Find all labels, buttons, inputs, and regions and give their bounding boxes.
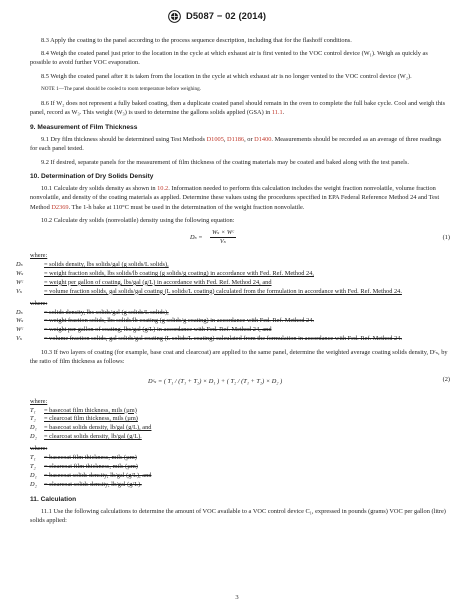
- definition-symbol: Wᶜ: [16, 326, 23, 334]
- definition-row: [16, 317, 450, 326]
- definition-symbol: T₂: [30, 462, 36, 470]
- definition-symbol: D₁: [30, 471, 37, 479]
- section-9-heading: 9. Measurement of Film Thickness: [30, 123, 138, 131]
- equation-1: [30, 229, 450, 249]
- conjunction-text: , or: [244, 136, 255, 144]
- link-d1005[interactable]: D1005: [206, 136, 224, 144]
- definition-row: [16, 278, 450, 288]
- equation-2-number: (2): [442, 375, 450, 383]
- equation-1-fraction: [210, 229, 236, 246]
- definition-symbol: Vₛ: [16, 335, 23, 343]
- section-10-heading: 10. Determination of Dry Solids Density: [30, 172, 154, 180]
- definition-text: = basecoat solids density, lb/gal (g/L), and: [44, 424, 152, 432]
- definition-text: = clearcoat solids density, lb/gal (g/L).: [44, 433, 142, 441]
- note-1: NOTE 1—The panel should be cooled to room temperature before weighing.: [41, 85, 202, 92]
- definition-row: [30, 407, 450, 416]
- definition-symbol: D₂: [30, 433, 37, 441]
- definition-text: = volume fraction solids, gal solids/gal coating (L solids/L coating) calculated from the formulation in accordance with Fed. Ref. Method 24.: [44, 335, 402, 343]
- page-header: [0, 9, 474, 25]
- definition-text: = basecoat solids density, lb/gal (g/L), and: [44, 471, 152, 479]
- definition-text: = volume fraction solids, gal solids/gal coating (L solids/L coating) calculated from the formulation in accordance with Fed. Ref. Method 24.: [44, 287, 402, 295]
- paragraph-10-1: [30, 184, 450, 212]
- definitions-deleted: [16, 308, 450, 345]
- paragraph-10-1-mid: . Information needed to perform this calculation includes the weight fraction nonvolatile, volume fraction nonvolatile, and density of the coating materials as applied. Determine these values using the procedures specified in EPA Federal Reference Method 24 and Test Method: [30, 185, 440, 211]
- equation-2: [30, 371, 450, 395]
- definition-text: = weight fraction solids, lbs solids/lb coating (g solids/g coating) in accordance with Fed. Ref. Method 24,: [44, 269, 314, 277]
- definition-row: [30, 415, 450, 424]
- document-designation: D5087 − 02 (2014): [186, 10, 267, 21]
- paragraph-9-1: 9.1 Dry film thickness should be determined using Test Methods D1005, D1186, or D1400. Measurements should be recorded as an average of three readings for each panel tested.: [30, 136, 442, 153]
- paragraph-10-2: 10.2 Calculate dry solids (nonvolatile) density using the following equation:: [41, 216, 235, 224]
- definition-text: = basecoat film thickness, mils (µm): [44, 454, 137, 462]
- definition-text: = clearcoat film thickness, mils (µm): [44, 462, 138, 470]
- page-number: 3: [235, 594, 239, 601]
- equation-1-numerator: Wₛ × Wᶜ: [212, 229, 234, 237]
- definition-symbol: D₂: [30, 480, 37, 488]
- definition-row: [30, 454, 450, 463]
- paragraph-9-2: 9.2 If desired, separate panels for the measurement of film thickness of the coating materials may be coated and baked along with the test panels.: [41, 158, 409, 166]
- definition-text: = clearcoat solids density, lb/gal (g/L).: [44, 480, 142, 488]
- where-label-deleted: where:: [30, 299, 48, 307]
- definition-symbol: Dₛ: [16, 261, 23, 268]
- where-label-deleted-2: where:: [30, 445, 48, 453]
- paragraph-10-3: 10.3 If two layers of coating (for example, base coat and clearcoat) are applied to the same panel, determine the weighted average coating solids density, Dᶜₛ, by the ratio of film thickness as follows:: [30, 349, 448, 366]
- definition-row: [30, 481, 450, 490]
- equation-1-lhs: Dₛ =: [190, 234, 203, 242]
- definitions2-inserted: [30, 407, 450, 443]
- link-d1186[interactable]: D1186: [227, 136, 245, 144]
- definition-text: = weight fraction solids, lbs solids/lb coating (g solids/g coating) in accordance with Fed. Ref. Method 24.: [44, 317, 314, 325]
- definitions-inserted: [16, 261, 450, 297]
- definition-symbol: Vₛ: [16, 287, 23, 295]
- definition-row: [30, 472, 450, 481]
- paragraph-9-1-text: 9.1 Dry film thickness should be determined using Test Methods: [41, 136, 207, 144]
- where-label-inserted-2: where:: [30, 397, 48, 405]
- definition-text: = basecoat film thickness, mils (µm): [44, 406, 137, 414]
- paragraph-8-6-end: .: [282, 109, 285, 117]
- definition-row: [16, 269, 450, 279]
- definition-symbol: T₁: [30, 406, 36, 414]
- where-label-inserted: where:: [30, 252, 48, 260]
- definition-symbol: Wₛ: [16, 317, 24, 325]
- equation-1-denominator: Vₛ: [219, 238, 226, 246]
- link-11-1[interactable]: 11.1: [271, 109, 283, 117]
- definition-row: [16, 287, 450, 297]
- paragraph-8-6: [30, 99, 450, 118]
- link-d2369[interactable]: D2369: [51, 203, 69, 211]
- paragraph-11-1: 11.1 Use the following calculations to determine the amount of VOC available to a VOC control device C₁, expressed in pounds (grams) VOC per gallon (litre) solids applied:: [30, 508, 446, 525]
- paragraph-8-5: 8.5 Weigh the coated panel after it is taken from the location in the cycle at which exhaust air is no longer vented to the VOC control device (W₂).: [41, 72, 412, 80]
- equation-1-number: (1): [442, 234, 450, 242]
- definition-symbol: T₂: [30, 415, 36, 423]
- paragraph-10-1-end: . The 1-h bake at 110°C must be used in the determination of the weight fraction nonvolatile.: [68, 203, 305, 211]
- document-body: [16, 36, 450, 529]
- definition-text: = solids density, lbs solids/gal (g solids/L solids),: [44, 261, 169, 268]
- definition-text: = solids density, lbs solids/gal (g solids/L solids),: [44, 308, 169, 316]
- paragraph-8-4: 8.4 Weigh the coated panel just prior to the location in the cycle at which exhaust air is first vented to the VOC control device (W₁). Weigh as quickly as possible to avoid further VOC evaporation.: [30, 50, 428, 67]
- definition-symbol: D₁: [30, 424, 37, 432]
- paragraph-9-1-end: . Measurements should be recorded as an average of three readings for each panel tested.: [30, 136, 442, 153]
- definition-row: [16, 326, 450, 335]
- definition-symbol: T₁: [30, 454, 36, 462]
- definition-text: = clearcoat film thickness, mils (µm): [44, 415, 138, 423]
- definition-symbol: Wₛ: [16, 269, 24, 277]
- definitions2-deleted: [30, 454, 450, 490]
- link-10-2[interactable]: 10.2: [157, 185, 169, 193]
- definition-text: = weight per gallon of coating, lbs/gal (g/L) in accordance with Fed. Ref. Method 24, and: [44, 278, 272, 286]
- equation-2-body: Dᶜₛ = ( T₁ / (T₁ + T₂) × D₁ ) + ( T₂ / (T₁ + T₂) × D₂ ): [148, 377, 283, 385]
- definition-symbol: Dₛ: [16, 308, 23, 316]
- paragraph-8-3: 8.3 Apply the coating to the panel according to the process sequence description, including that for the flashoff conditions.: [41, 37, 352, 44]
- paragraph-10-1-text: 10.1 Calculate dry solids density as shown in: [41, 185, 158, 193]
- link-d1400[interactable]: D1400: [254, 136, 272, 144]
- definition-row: [16, 261, 450, 270]
- astm-logo-icon: [168, 10, 181, 23]
- definition-row: [30, 433, 450, 442]
- definition-row: [30, 463, 450, 472]
- definition-text: = weight per gallon of coating, lbs/gal (g/L) in accordance with Fed. Ref. Method 24, and: [44, 326, 272, 334]
- definition-row: [16, 335, 450, 344]
- paragraph-8-6-text: 8.6 If W₂ does not represent a fully baked coating, then a duplicate coated panel should remain in the oven to complete the full bake cycle. Cool and weigh this panel, record as W₃. This weight (W₃) is used to determine the gallons solids applied (GSA) in: [30, 100, 446, 117]
- definition-symbol: Wᶜ: [16, 278, 23, 286]
- definition-row: [30, 424, 450, 433]
- definition-row: [16, 308, 450, 318]
- section-11-heading: 11. Calculation: [30, 495, 77, 503]
